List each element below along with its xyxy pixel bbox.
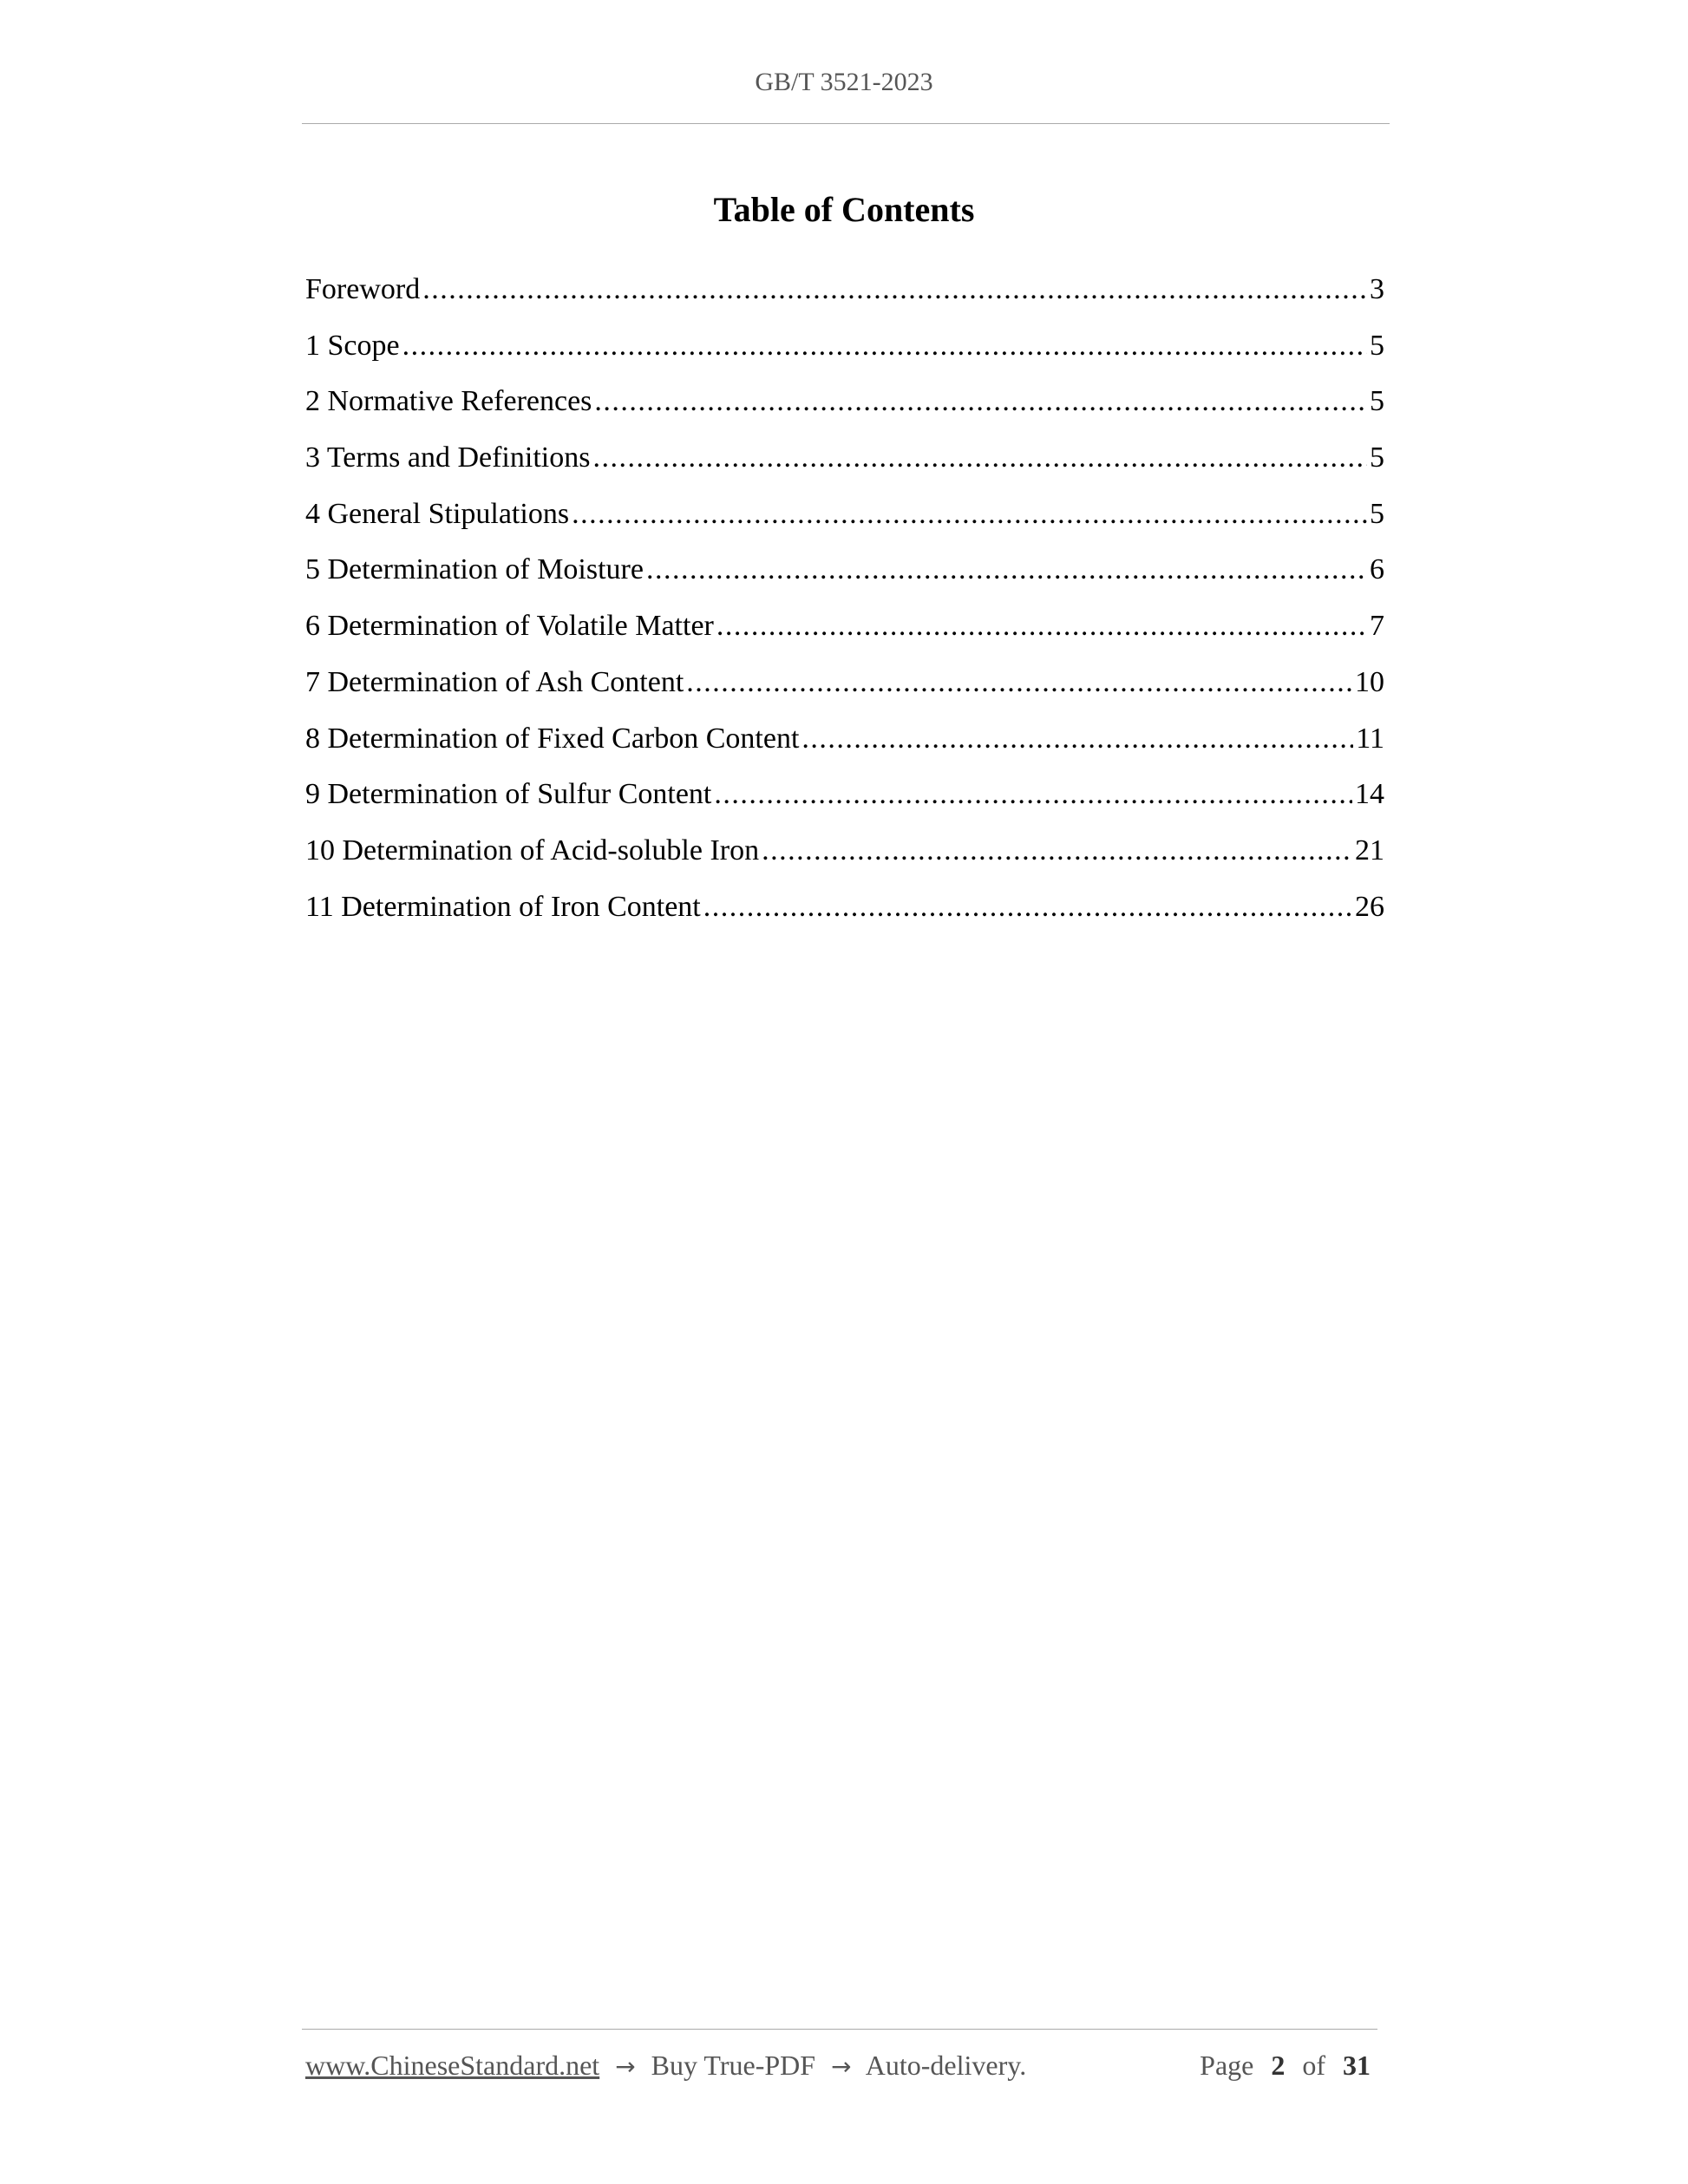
toc-entry-sulfur-content[interactable] (305, 772, 1384, 828)
toc-entry-label: 3 Terms and Definitions (305, 441, 591, 474)
header-divider (302, 123, 1390, 124)
toc-entry-iron-content[interactable] (305, 885, 1384, 941)
toc-entry-page: 21 (1355, 834, 1384, 866)
toc-entry-page: 7 (1370, 610, 1384, 643)
toc-entry-label: 1 Scope (305, 329, 400, 362)
toc-leader-dots (714, 772, 1352, 817)
toc-leader-dots (686, 660, 1352, 705)
toc-leader-dots (801, 716, 1353, 762)
toc-entry-page: 11 (1356, 722, 1384, 755)
page-footer (305, 2050, 1376, 2082)
right-arrow-icon: → (831, 2052, 852, 2081)
current-page: 2 (1271, 2050, 1286, 2081)
toc-leader-dots (716, 604, 1367, 649)
toc-entry-ash-content[interactable] (305, 660, 1384, 716)
toc-leader-dots (422, 267, 1367, 312)
toc-entry-label: 7 Determination of Ash Content (305, 665, 684, 698)
of-label: of (1302, 2050, 1325, 2081)
toc-leader-dots (572, 492, 1367, 537)
toc-entry-page: 6 (1370, 553, 1384, 586)
toc-entry-label: 2 Normative References (305, 385, 592, 418)
toc-entry-label: 8 Determination of Fixed Carbon Content (305, 722, 800, 755)
toc-entry-scope[interactable] (305, 324, 1384, 380)
page-label: Page (1200, 2050, 1254, 2081)
toc-leader-dots (402, 324, 1367, 369)
toc-entry-label: 10 Determination of Acid-soluble Iron (305, 834, 760, 866)
toc-leader-dots (592, 435, 1367, 481)
buy-text: Buy True-PDF (651, 2050, 816, 2081)
toc-entry-page: 26 (1355, 890, 1384, 923)
toc-entry-moisture[interactable] (305, 547, 1384, 604)
toc-leader-dots (762, 828, 1352, 873)
toc-entry-fixed-carbon[interactable] (305, 716, 1384, 773)
toc-entry-page: 5 (1370, 329, 1384, 362)
toc-leader-dots (703, 885, 1352, 930)
toc-entry-page: 3 (1370, 273, 1384, 305)
page-indicator (1194, 2050, 1376, 2082)
toc-entry-page: 5 (1370, 497, 1384, 530)
toc-entry-foreword[interactable] (305, 267, 1384, 324)
toc-entry-page: 14 (1355, 778, 1384, 811)
footer-divider (302, 2029, 1377, 2030)
site-link[interactable]: www.ChineseStandard.net (305, 2050, 600, 2081)
toc-entry-page: 10 (1355, 665, 1384, 698)
delivery-text: Auto-delivery. (865, 2050, 1027, 2081)
toc-entry-page: 5 (1370, 441, 1384, 474)
toc-entry-page: 5 (1370, 385, 1384, 418)
toc-leader-dots (646, 547, 1367, 592)
toc-leader-dots (594, 379, 1367, 424)
toc-entry-label: 5 Determination of Moisture (305, 553, 644, 586)
toc-list (305, 267, 1384, 940)
toc-entry-label: Foreword (305, 273, 421, 305)
toc-entry-volatile-matter[interactable] (305, 604, 1384, 660)
toc-entry-terms-definitions[interactable] (305, 435, 1384, 492)
total-pages: 31 (1343, 2050, 1371, 2081)
toc-entry-general-stipulations[interactable] (305, 492, 1384, 548)
toc-title: Table of Contents (713, 190, 975, 229)
toc-entry-label: 6 Determination of Volatile Matter (305, 610, 714, 643)
toc-entry-normative-references[interactable] (305, 379, 1384, 435)
toc-entry-label: 9 Determination of Sulfur Content (305, 778, 712, 811)
toc-entry-acid-soluble-iron[interactable] (305, 828, 1384, 885)
toc-entry-label: 11 Determination of Iron Content (305, 890, 701, 923)
footer-promo (305, 2050, 1026, 2082)
right-arrow-icon: → (615, 2052, 636, 2081)
toc-entry-label: 4 General Stipulations (305, 497, 570, 530)
running-header: GB/T 3521-2023 (755, 68, 933, 96)
